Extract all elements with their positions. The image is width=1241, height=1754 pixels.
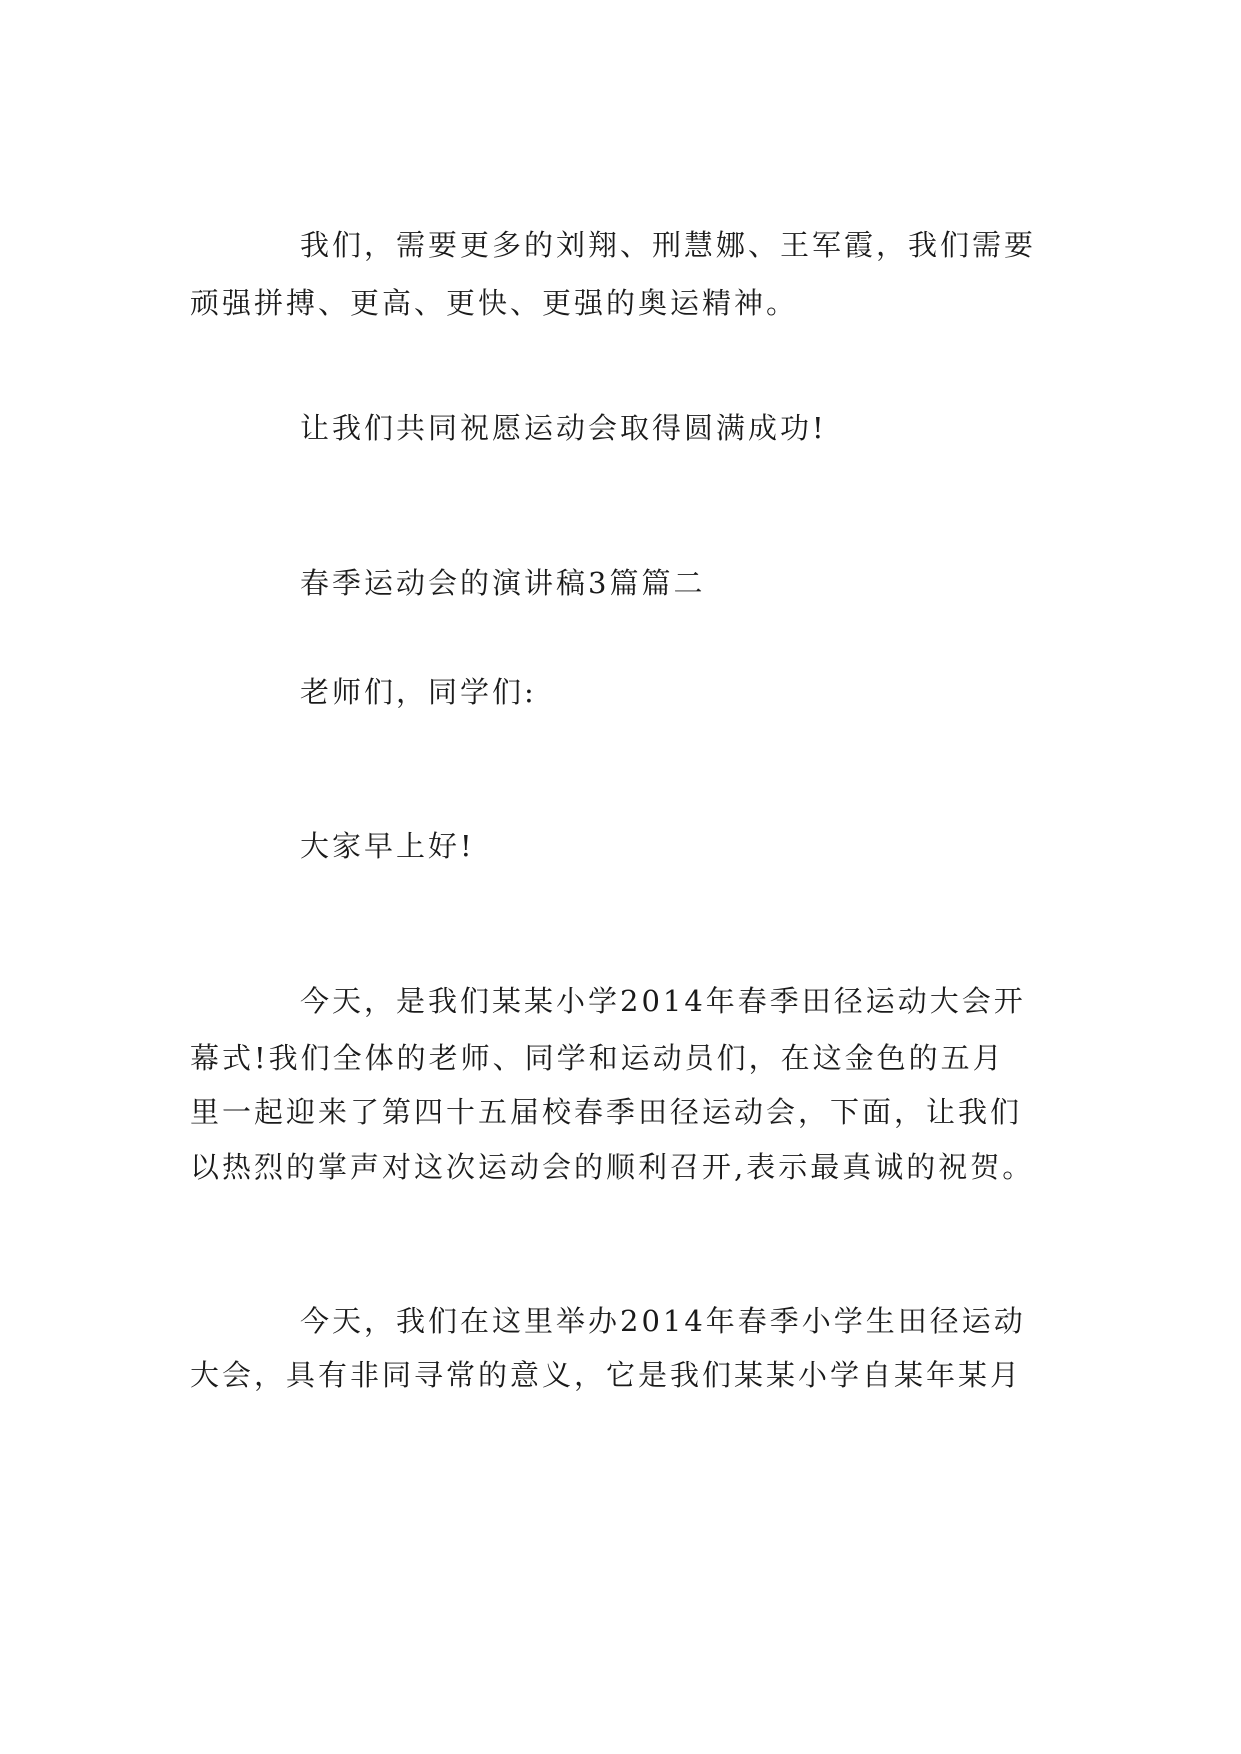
section-heading: 春季运动会的演讲稿3篇篇二 (300, 566, 706, 600)
paragraph-line: 里一起迎来了第四十五届校春季田径运动会，下面，让我们 (190, 1095, 1023, 1129)
paragraph-line: 大会，具有非同寻常的意义，它是我们某某小学自某年某月 (190, 1358, 1023, 1392)
paragraph-line: 幕式!我们全体的老师、同学和运动员们，在这金色的五月 (190, 1041, 1005, 1075)
paragraph-line: 顽强拼搏、更高、更快、更强的奥运精神。 (190, 286, 799, 320)
paragraph-line: 今天，我们在这里举办2014年春季小学生田径运动 (300, 1304, 1026, 1338)
paragraph-line: 让我们共同祝愿运动会取得圆满成功! (300, 411, 827, 445)
paragraph-line: 以热烈的掌声对这次运动会的顺利召开,表示最真诚的祝贺。 (190, 1150, 1035, 1184)
salutation: 老师们，同学们: (300, 675, 537, 709)
paragraph-line: 今天，是我们某某小学2014年春季田径运动大会开 (300, 984, 1026, 1018)
greeting: 大家早上好! (300, 829, 475, 863)
paragraph-line: 我们，需要更多的刘翔、刑慧娜、王军霞，我们需要 (300, 228, 1037, 262)
